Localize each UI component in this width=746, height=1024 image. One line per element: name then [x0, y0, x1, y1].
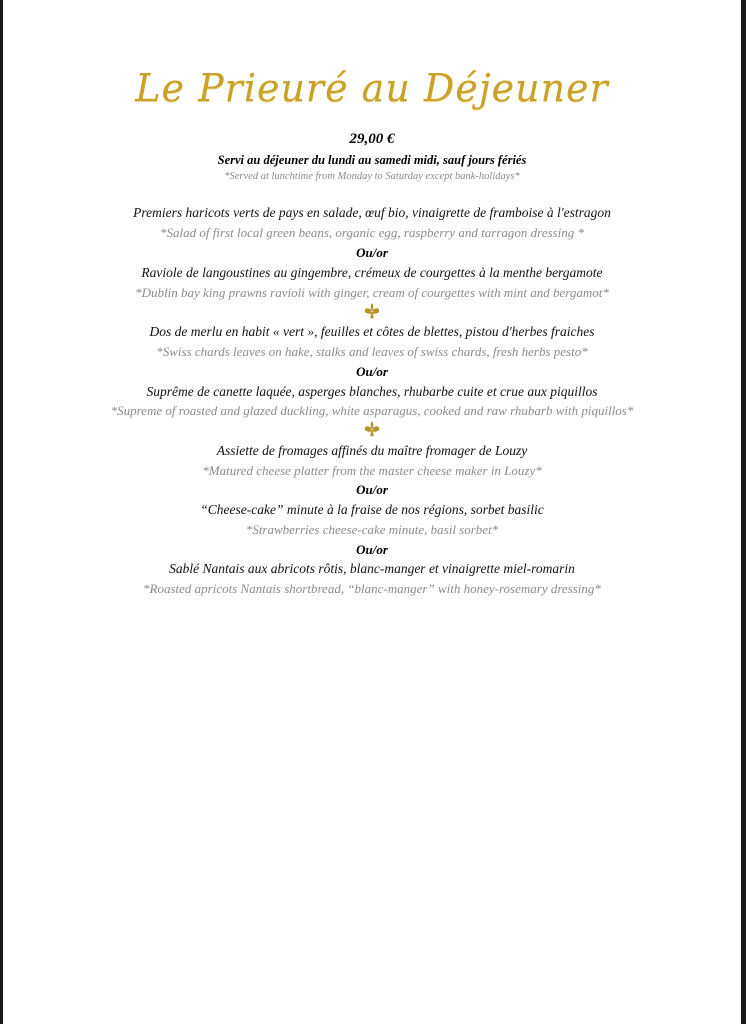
main-1-en: *Swiss chards leaves on hake, stalks and leaves of swiss chards, fresh herbs pesto* [156, 344, 588, 359]
or-separator: Ou/or [356, 482, 388, 497]
main-2-fr: Suprême de canette laquée, asperges blanches, rhubarbe cuite et crue aux piquillos [146, 384, 598, 399]
dessert-1-fr: Assiette de fromages affinés du maître fromager de Louzy [216, 443, 528, 458]
or-separator: Ou/or [356, 364, 388, 379]
main-1-fr: Dos de merlu en habit « vert », feuilles et côtes de blettes, pistou d'herbes fraiches [149, 324, 595, 339]
fleur-de-lis-icon [363, 302, 381, 320]
dessert-1-en: *Matured cheese platter from the master cheese maker in Louzy* [202, 463, 542, 478]
main-2-en: *Supreme of roasted and glazed duckling, white asparagus, cooked and raw rhubarb with piquillos* [110, 403, 634, 418]
dessert-3-en: *Roasted apricots Nantais shortbread, “blanc-manger” with honey-rosemary dressing* [143, 581, 601, 596]
dessert-2-en: *Strawberries cheese-cake minute, basil sorbet* [245, 522, 499, 537]
served-note-en: *Served at lunchtime from Monday to Saturday except bank-holidays* [224, 171, 520, 182]
menu-title: Le Prieuré au Déjeuner [135, 66, 609, 110]
dessert-2-fr: “Cheese-cake” minute à la fraise de nos régions, sorbet basilic [200, 502, 544, 517]
starter-2-en: *Dublin bay king prawns ravioli with ginger, cream of courgettes with mint and bergamot* [135, 285, 609, 300]
or-separator: Ou/or [356, 542, 388, 557]
starter-2-fr: Raviole de langoustines au gingembre, crémeux de courgettes à la menthe bergamote [141, 265, 603, 280]
fleur-de-lis-icon [363, 420, 381, 438]
or-separator: Ou/or [356, 245, 388, 260]
menu-price: 29,00 € [349, 131, 395, 147]
dessert-3-fr: Sablé Nantais aux abricots rôtis, blanc-manger et vinaigrette miel-romarin [169, 561, 575, 576]
served-note-fr: Servi au déjeuner du lundi au samedi midi, sauf jours fériés [217, 153, 527, 167]
starter-1-fr: Premiers haricots verts de pays en salade, œuf bio, vinaigrette de framboise à l'estragon [133, 205, 611, 220]
menu-page [3, 0, 741, 1024]
starter-1-en: *Salad of first local green beans, organic egg, raspberry and tarragon dressing * [160, 225, 584, 240]
